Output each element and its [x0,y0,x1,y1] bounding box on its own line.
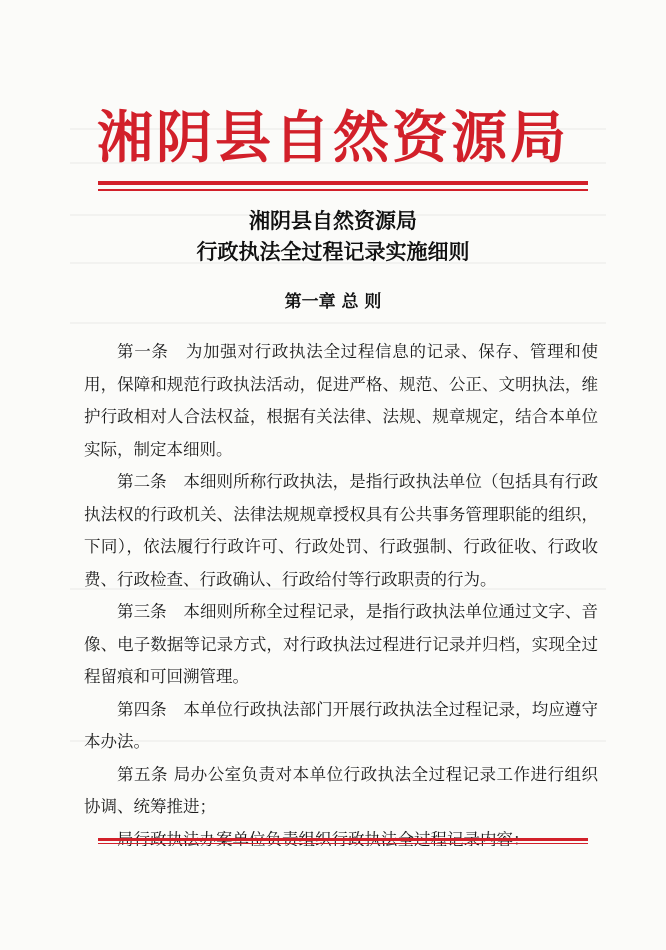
header-rule-thick [98,181,588,185]
footer-rule-thin [98,843,588,844]
footer-rule-thick [98,838,588,841]
org-header-title: 湘阴县自然资源局 [97,105,569,171]
article-2: 第二条 本细则所称行政执法，是指行政执法单位（包括具有行政执法权的行政机关、法律法规规章授权具有公共事务管理职能的组织，下同），依法履行行政许可、行政处罚、行政强制、行政征收、行政收费、行政检查、行政确认、行政给付等行政职责的行为。 [84,472,598,589]
bleed-line [70,322,606,324]
article-1: 第一条 为加强对行政执法全过程信息的记录、保存、管理和使用，保障和规范行政执法活动，促进严格、规范、公正、文明执法，维护行政相对人合法权益，根据有关法律、法规、规章规定，结合本单位实际，制定本细则。 [84,342,598,459]
article-5: 第五条 局办公室负责对本单位行政执法全过程记录工作进行组织协调、统筹推进； [84,764,598,816]
doc-title-line1: 湘阴县自然资源局 [249,208,417,233]
article-3: 第三条 本细则所称全过程记录，是指行政执法单位通过文字、音像、电子数据等记录方式，对行政执法过程进行记录并归档，实现全过程留痕和可回溯管理。 [84,602,598,686]
chapter-heading: 第一章 总 则 [284,292,382,312]
header-rule-thin [98,189,588,191]
article-4: 第四条 本单位行政执法部门开展行政执法全过程记录，均应遵守本办法。 [84,699,598,751]
doc-title-line2: 行政执法全过程记录实施细则 [196,239,470,264]
body-text [84,336,598,846]
